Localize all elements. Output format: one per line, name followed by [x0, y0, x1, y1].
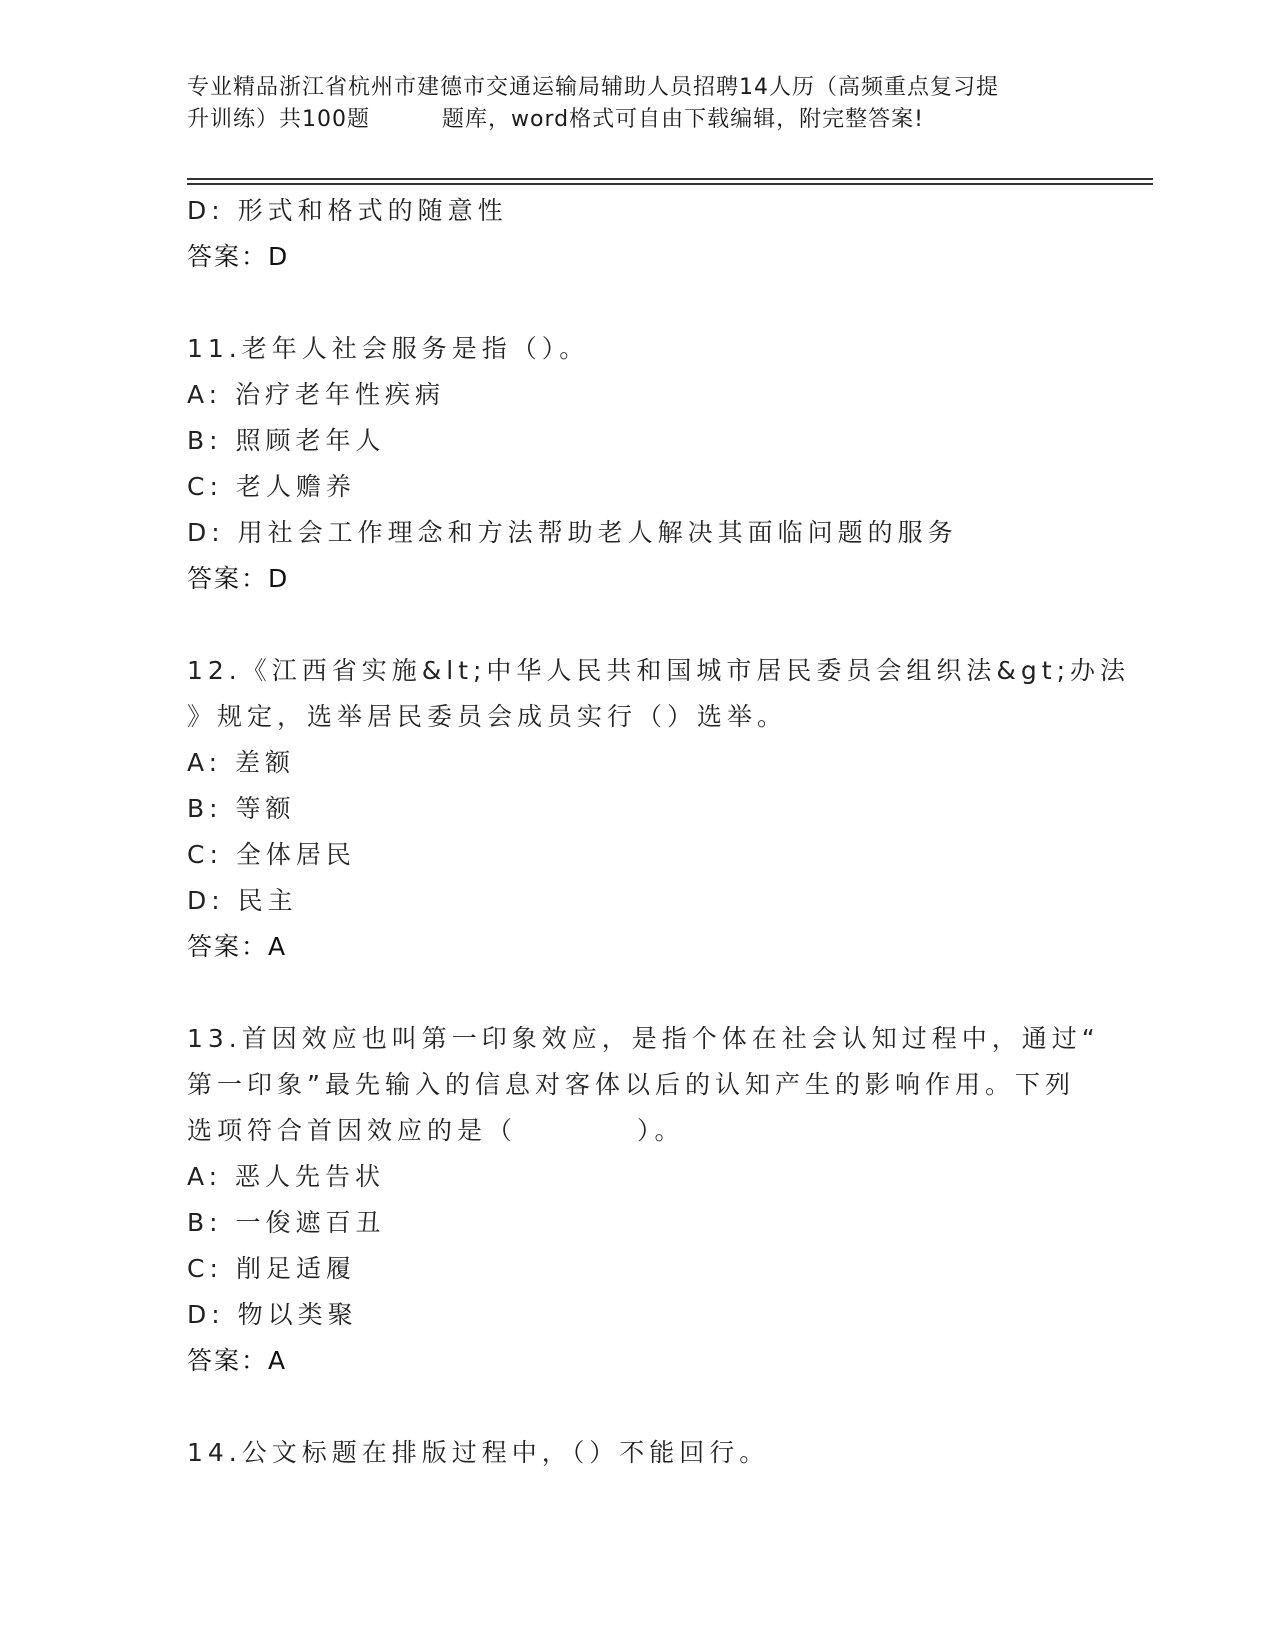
question-12-stem	[187, 648, 1131, 740]
question-11-option-d: D: 用社会工作理念和方法帮助老人解决其面临问题的服务	[187, 518, 958, 547]
question-13-option-c: C: 削足适履	[187, 1254, 356, 1283]
header-line-2-part-2: 题库，word格式可自由下载编辑，附完整答案!	[442, 107, 924, 132]
question-13-option-a: A: 恶人先告状	[187, 1162, 386, 1191]
header-rule-bottom	[187, 183, 1153, 185]
question-14-stem-line-1: 14.公文标题在排版过程中，（）不能回行。	[187, 1438, 770, 1467]
prev-answer: 答案：D	[187, 242, 290, 271]
question-13-stem-line-1: 13.首因效应也叫第一印象效应，是指个体在社会认知过程中，通过“	[187, 1024, 1100, 1053]
header-line-2	[187, 104, 1087, 136]
question-13-stem-line-3-end: ）。	[637, 1116, 685, 1145]
question-11-option-a: A: 治疗老年性疾病	[187, 380, 446, 409]
question-13-answer: 答案：A	[187, 1346, 288, 1375]
header-line-2-part-1: 升训练）共100题	[187, 107, 370, 132]
question-12-option-d: D: 民主	[187, 886, 298, 915]
header-rule-top	[187, 178, 1153, 180]
document-header	[187, 72, 1087, 136]
question-12-option-a: A: 差额	[187, 748, 296, 777]
question-12-option-b: B: 等额	[187, 794, 296, 823]
question-14-stem	[187, 1430, 1087, 1476]
question-11-stem-line-1: 11.老年人社会服务是指（）。	[187, 334, 590, 363]
question-12-answer: 答案：A	[187, 932, 288, 961]
question-11	[187, 326, 1087, 602]
question-13	[187, 1016, 1100, 1384]
question-list	[187, 188, 1131, 1476]
question-13-stem-line-2: 第一印象”最先输入的信息对客体以后的认知产生的影响作用。下列	[187, 1070, 1075, 1099]
question-12-option-c: C: 全体居民	[187, 840, 356, 869]
question-13-option-b: B: 一俊遮百丑	[187, 1208, 386, 1237]
question-13-stem-line-3	[187, 1108, 1087, 1154]
question-14	[187, 1430, 1087, 1476]
question-11-answer: 答案：D	[187, 564, 290, 593]
question-13-stem-line-3-start: 选项符合首因效应的是（	[187, 1116, 518, 1145]
question-12-stem-line-2: 》规定，选举居民委员会成员实行（）选举。	[187, 702, 788, 731]
prev-option-d: D: 形式和格式的随意性	[187, 196, 508, 225]
question-11-option-c: C: 老人赡养	[187, 472, 356, 501]
question-12-stem-line-1: 12.《江西省实施&lt;中华人民共和国城市居民委员会组织法&gt;办法	[187, 656, 1131, 685]
question-13-option-d: D: 物以类聚	[187, 1300, 358, 1329]
header-line-1: 专业精品浙江省杭州市建德市交通运输局辅助人员招聘14人历（高频重点复习提	[187, 75, 999, 100]
question-12	[187, 648, 1131, 970]
question-11-option-b: B: 照顾老年人	[187, 426, 386, 455]
question-13-stem	[187, 1016, 1100, 1154]
question-11-stem	[187, 326, 1087, 372]
